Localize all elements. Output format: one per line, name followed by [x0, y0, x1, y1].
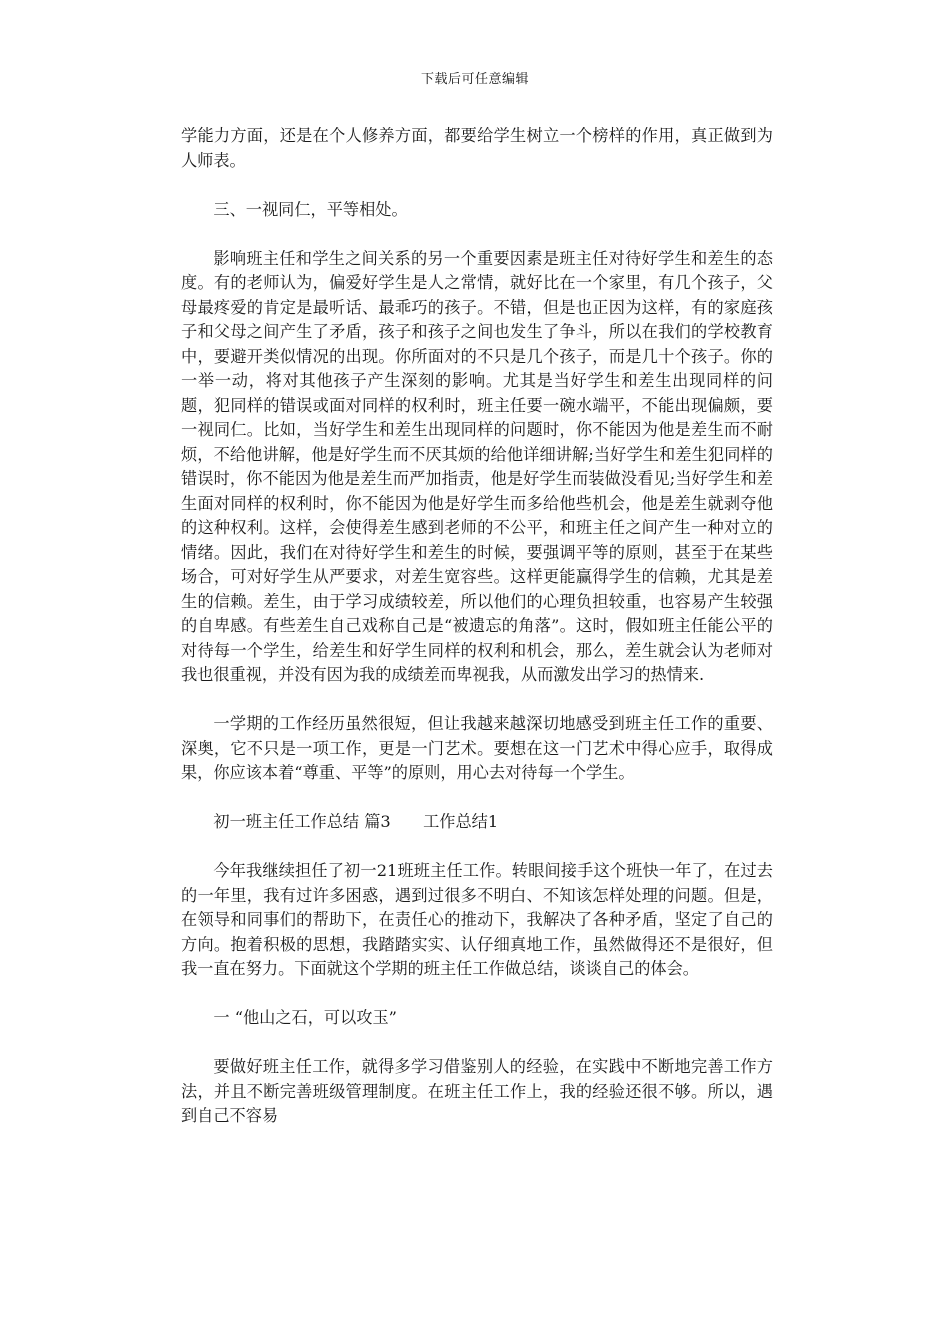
- section-heading-three: 三、一视同仁，平等相处。: [213, 199, 408, 219]
- paragraph-intro: 今年我继续担任了初一21班班主任工作。转眼间接手这个班快一年了，在过去的一年里，我有过许多困惑，遇到过很多不明白、不知该怎样处理的问题。但是，在领导和同事们的帮助下，在责任心的推动下，我解决了各种矛盾，坚定了自己的方向。抱着积极的思想，我踏踏实实、认仔细真地工作，虽然做得还不是很好，但我一直在努力。下面就这个学期的班主任工作做总结，谈谈自己的体会。: [181, 861, 773, 978]
- paragraph-semester-summary: 一学期的工作经历虽然很短，但让我越来越深切地感受到班主任工作的重要、深奥，它不只是一项工作，更是一门艺术。要想在这一门艺术中得心应手，取得成果，你应该本着“尊重、平等”的原则，用心去对待每一个学生。: [181, 714, 773, 782]
- article-title: 初一班主任工作总结 篇3 工作总结1: [213, 812, 499, 831]
- document-body: [181, 124, 773, 1129]
- page-header: 下载后可任意编辑: [420, 72, 529, 87]
- section-heading-one: 一 “他山之石，可以攻玉”: [213, 1008, 397, 1027]
- paragraph-equal-treatment: 影响班主任和学生之间关系的另一个重要因素是班主任对待好学生和差生的态度。有的老师认为，偏爱好学生是人之常情，就好比在一个家里，有几个孩子，父母最疼爱的肯定是最听话、最乖巧的孩子。不错，但是也正因为这样，有的家庭孩子和父母之间产生了矛盾，孩子和孩子之间也发生了争斗，所以在我们的学校教育中，要避开类似情况的出现。你所面对的不只是几个孩子，而是几十个孩子。你的一举一动，将对其他孩子产生深刻的影响。尤其是当好学生和差生出现同样的问题，犯同样的错误或面对同样的权利时，班主任要一碗水端平，不能出现偏颇，要一视同仁。比如，当好学生和差生出现同样的问题时，你不能因为他是差生而不耐烦，不给他讲解，他是好学生而不厌其烦的给他详细讲解;当好学生和差生犯同样的错误时，你不能因为他是差生而严加指责，他是好学生而装做没看见;当好学生和差生面对同样的权利时，你不能因为他是好学生而多给他些机会，他是差生就剥夺他的这种权利。这样，会使得差生感到老师的不公平，和班主任之间产生一种对立的情绪。因此，我们在对待好学生和差生的时候，要强调平等的原则，甚至于在某些场合，可对好学生从严要求，对差生宽容些。这样更能赢得学生的信赖，尤其是差生的信赖。差生，由于学习成绩较差，所以他们的心理负担较重，也容易产生较强的自卑感。有些差生自己戏称自己是“被遗忘的角落”。这时，假如班主任能公平的对待每一个学生，给差生和好学生同样的权利和机会，那么，差生就会认为老师对我也很重视，并没有因为我的成绩差而卑视我，从而激发出学习的热情来.: [181, 248, 773, 684]
- paragraph-learning: 要做好班主任工作，就得多学习借鉴别人的经验，在实践中不断地完善工作方法，并且不断完善班级管理制度。在班主任工作上，我的经验还很不够。所以，遇到自己不容易: [181, 1057, 773, 1125]
- paragraph-continuation: 学能力方面，还是在个人修养方面，都要给学生树立一个榜样的作用，真正做到为人师表。: [181, 126, 773, 170]
